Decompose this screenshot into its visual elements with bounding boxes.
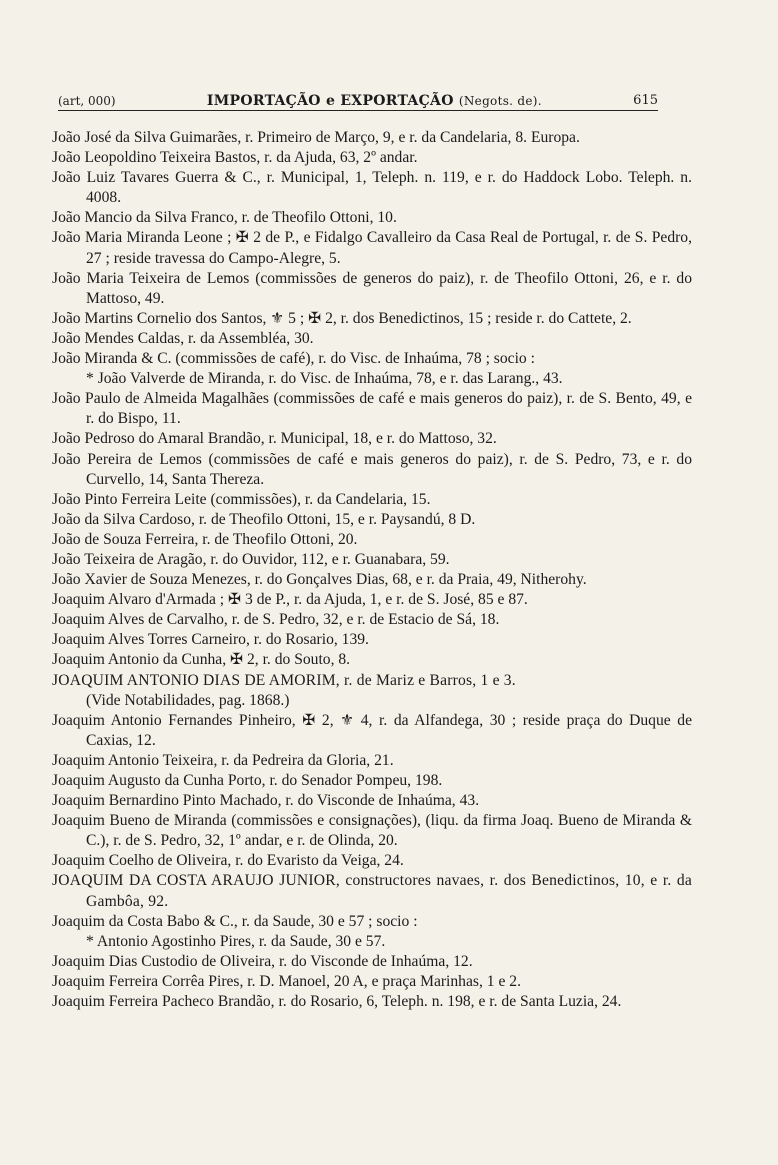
directory-entry: JOAQUIM ANTONIO DIAS DE AMORIM, r. de Mariz e Barros, 1 e 3.: [52, 671, 516, 689]
directory-entry: Joaquim Antonio Fernandes Pinheiro, ✠ 2, ⚜ 4, r. da Alfandega, 30 ; reside praça do Duque de Caxias, 12.: [52, 711, 692, 749]
directory-entry: Joaquim Alvaro d'Armada ; ✠ 3 de P., r. da Ajuda, 1, e r. de S. José, 85 e 87.: [52, 591, 528, 609]
directory-entry: Joaquim Alves de Carvalho, r. de S. Pedro, 32, e r. de Estacio de Sá, 18.: [52, 611, 500, 629]
directory-entry: JOAQUIM DA COSTA ARAUJO JUNIOR, constructores navaes, r. dos Benedictinos, 10, e r. da Gambôa, 92.: [52, 872, 692, 910]
directory-entry: João Xavier de Souza Menezes, r. do Gonçalves Dias, 68, e r. da Praia, 49, Nitherohy.: [52, 571, 587, 589]
directory-entries: [52, 128, 692, 1012]
header-title: IMPORTAÇÃO e EXPORTAÇÃO: [206, 93, 454, 109]
header-reference: (art, 000): [58, 94, 116, 108]
directory-entry: João Pedroso do Amaral Brandão, r. Municipal, 18, e r. do Mattoso, 32.: [52, 430, 497, 448]
directory-entry: João Mendes Caldas, r. da Assembléa, 30.: [52, 329, 314, 347]
directory-entry: João Pereira de Lemos (commissões de café e mais generos do paiz), r. de S. Pedro, 73, e r. do Curvello, 14, Santa Thereza.: [52, 450, 692, 488]
directory-entry: Joaquim Ferreira Corrêa Pires, r. D. Manoel, 20 A, e praça Marinhas, 1 e 2.: [52, 972, 521, 990]
directory-entry: João Maria Miranda Leone ; ✠ 2 de P., e Fidalgo Cavalleiro da Casa Real de Portugal, r. de S. Pedro, 27 ; reside travessa do Campo-Alegre, 5.: [52, 229, 692, 267]
directory-entry: João Paulo de Almeida Magalhães (commissões de café e mais generos do paiz), r. de S. Bento, 49, e r. do Bispo, 11.: [52, 390, 692, 428]
directory-entry: João de Souza Ferreira, r. de Theofilo Ottoni, 20.: [52, 530, 358, 548]
directory-entry: Joaquim Bueno de Miranda (commissões e consignações), (liqu. da firma Joaq. Bueno de Miranda & C.), r. de S. Pedro, 32, 1º andar, e r. de Olinda, 20.: [52, 812, 692, 850]
directory-entry: João Martins Cornelio dos Santos, ⚜ 5 ; ✠ 2, r. dos Benedictinos, 15 ; reside r. do Cattete, 2.: [52, 309, 632, 327]
directory-entry: João Luiz Tavares Guerra & C., r. Municipal, 1, Teleph. n. 119, e r. do Haddock Lobo. Teleph. n. 4008.: [52, 169, 692, 207]
reference-note: (Vide Notabilidades, pag. 1868.): [86, 691, 290, 709]
directory-entry: João da Silva Cardoso, r. de Theofilo Ottoni, 15, e r. Paysandú, 8 D.: [52, 510, 476, 528]
directory-entry: João Maria Teixeira de Lemos (commissões de generos do paiz), r. de Theofilo Ottoni, 26, e r. do Mattoso, 49.: [52, 269, 692, 307]
directory-entry: Joaquim Antonio Teixeira, r. da Pedreira da Gloria, 21.: [52, 751, 394, 769]
page-number: 615: [633, 93, 658, 108]
directory-entry: Joaquim Antonio da Cunha, ✠ 2, r. do Souto, 8.: [52, 651, 351, 669]
directory-entry: Joaquim Coelho de Oliveira, r. do Evaristo da Veiga, 24.: [52, 852, 404, 870]
directory-entry: Joaquim Dias Custodio de Oliveira, r. do Visconde de Inhaúma, 12.: [52, 952, 473, 970]
directory-entry: Joaquim Augusto da Cunha Porto, r. do Senador Pompeu, 198.: [52, 772, 443, 789]
partner-entry: * João Valverde de Miranda, r. do Visc. de Inhaúma, 78, e r. das Larang., 43.: [86, 370, 563, 388]
directory-entry: João José da Silva Guimarães, r. Primeiro de Março, 9, e r. da Candelaria, 8. Europa.: [52, 129, 580, 146]
partner-entry: * Antonio Agostinho Pires, r. da Saude, 30 e 57.: [86, 932, 386, 950]
directory-entry: João Teixeira de Aragão, r. do Ouvidor, 112, e r. Guanabara, 59.: [52, 550, 450, 568]
header-title-group: [207, 92, 542, 110]
directory-entry: João Leopoldino Teixeira Bastos, r. da Ajuda, 63, 2º andar.: [52, 149, 418, 167]
directory-entry: Joaquim Bernardino Pinto Machado, r. do Visconde de Inhaúma, 43.: [52, 792, 480, 810]
directory-entry: Joaquim da Costa Babo & C., r. da Saude, 30 e 57 ; socio :: [52, 912, 418, 930]
directory-entry: João Pinto Ferreira Leite (commissões), r. da Candelaria, 15.: [52, 490, 431, 508]
directory-entry: João Mancio da Silva Franco, r. de Theofilo Ottoni, 10.: [52, 209, 397, 227]
page-header: [58, 88, 658, 111]
directory-entry: Joaquim Alves Torres Carneiro, r. do Rosario, 139.: [52, 631, 369, 649]
directory-entry: João Miranda & C. (commissões de café), r. do Visc. de Inhaúma, 78 ; socio :: [52, 350, 535, 368]
directory-entry: Joaquim Ferreira Pacheco Brandão, r. do Rosario, 6, Teleph. n. 198, e r. de Santa Luzia, 24.: [52, 993, 622, 1011]
header-subtitle: (Negots. de).: [458, 94, 542, 108]
